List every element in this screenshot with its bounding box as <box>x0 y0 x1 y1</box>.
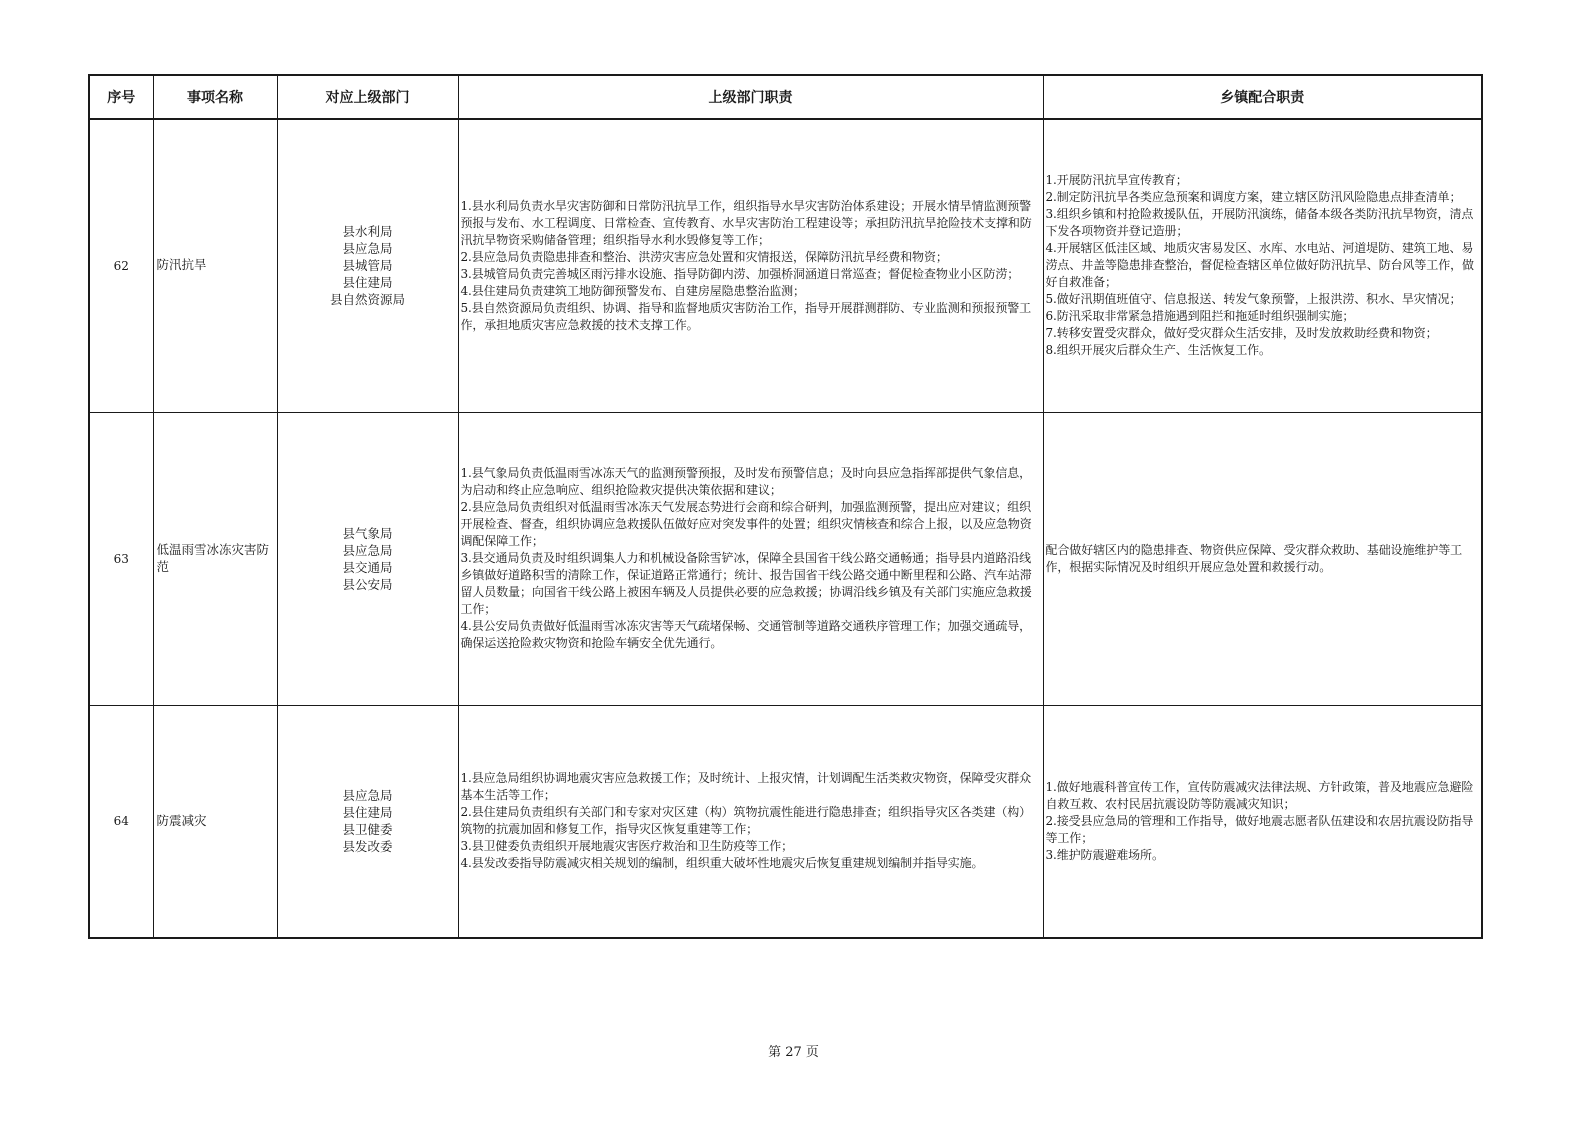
duty-item: 1.做好地震科普宣传工作，宣传防震减灾法律法规、方针政策，普及地震应急避险自救互救、农村民居抗震设防等防震减灾知识； <box>1045 779 1474 811</box>
row-township-duties <box>1043 705 1482 938</box>
table-row <box>89 705 1482 938</box>
duty-item: 3.县城管局负责完善城区雨污排水设施、指导防御内涝、加强桥洞涵道日常巡查；督促检查物业小区防涝； <box>460 266 1020 281</box>
duty-item: 3.县卫健委负责组织开展地震灾害医疗救治和卫生防疫等工作； <box>460 839 794 854</box>
duty-item: 3.组织乡镇和村抢险救援队伍，开展防汛演练，储备本级各类防汛抗旱物资，清点下发各项物资并登记造册； <box>1045 207 1474 239</box>
department-line: 县应急局 <box>342 788 393 804</box>
row-township-duties <box>1043 119 1482 412</box>
duty-item: 6.防汛采取非常紧急措施遇到阻拦和拖延时组织强制实施； <box>1045 309 1355 324</box>
header-superior-department: 对应上级部门 <box>277 75 458 119</box>
row-superior-duties <box>458 412 1043 705</box>
duty-item: 2.制定防汛抗旱各类应急预案和调度方案，建立辖区防汛风险隐患点排查清单； <box>1045 190 1462 205</box>
duty-item: 5.县自然资源局负责组织、协调、指导和监督地质灾害防治工作，指导开展群测群防、专业监测和预报预警工作，承担地质灾害应急救援的技术支撑工作。 <box>460 300 1032 332</box>
duty-item: 4.县公安局负责做好低温雨雪冰冻灾害等天气疏堵保畅、交通管制等道路交通秩序管理工作；加强交通疏导，确保运送抢险救灾物资和抢险车辆安全优先通行。 <box>460 619 1032 650</box>
row-serial-no: 62 <box>89 119 153 412</box>
row-departments <box>277 119 458 412</box>
row-departments <box>277 412 458 705</box>
row-superior-duties <box>458 119 1043 412</box>
duty-item: 4.开展辖区低洼区域、地质灾害易发区、水库、水电站、河道堤防、建筑工地、易涝点、井盖等隐患排查整治，督促检查辖区单位做好防汛抗旱、防台风等工作，做好自救准备； <box>1045 241 1474 290</box>
duty-item: 3.维护防震避难场所。 <box>1045 847 1164 862</box>
department-line: 县卫健委 <box>342 822 393 838</box>
department-line: 县自然资源局 <box>329 292 405 308</box>
row-item-name: 低温雨雪冰冻灾害防范 <box>153 412 277 705</box>
duty-table-container <box>88 74 1481 939</box>
header-township-duties: 乡镇配合职责 <box>1043 75 1482 119</box>
duty-item: 5.做好汛期值班值守、信息报送、转发气象预警，上报洪涝、积水、旱灾情况； <box>1045 292 1462 307</box>
duty-item: 1.县水利局负责水旱灾害防御和日常防汛抗旱工作，组织指导水旱灾害防治体系建设；开展水情旱情监测预警预报与发布、水工程调度、日常检查、宣传教育、水旱灾害防治工程建设等；承担防汛抗旱抢险技术支撑和防汛抗旱物资采购储备管理；组织指导水利水毁修复等工作； <box>460 198 1032 247</box>
page-number: 第 27 页 <box>768 1045 819 1060</box>
row-township-duties <box>1043 412 1482 705</box>
duty-item: 4.县住建局负责建筑工地防御预警发布、自建房屋隐患整治监测； <box>460 283 805 298</box>
department-line: 县住建局 <box>342 275 393 291</box>
duty-item: 2.县应急局负责组织对低温雨雪冰冻天气发展态势进行会商和综合研判，加强监测预警，提出应对建议；组织开展检查、督查，组织协调应急救援队伍做好应对突发事件的处置；组织灾情核查和综合上报，以及应急物资调配保障工作； <box>460 500 1032 548</box>
department-line: 县发改委 <box>342 839 393 855</box>
row-superior-duties <box>458 705 1043 938</box>
row-serial-no: 63 <box>89 412 153 705</box>
duty-item: 1.县气象局负责低温雨雪冰冻天气的监测预警预报，及时发布预警信息；及时向县应急指挥部提供气象信息，为启动和终止应急响应、组织抢险救灾提供决策依据和建议； <box>460 466 1032 497</box>
duty-item: 8.组织开展灾后群众生产、生活恢复工作。 <box>1045 343 1271 358</box>
row-item-name: 防汛抗旱 <box>153 119 277 412</box>
header-serial-no: 序号 <box>89 75 153 119</box>
duty-item: 1.开展防汛抗旱宣传教育； <box>1045 173 1188 188</box>
row-item-name: 防震减灾 <box>153 705 277 938</box>
department-line: 县公安局 <box>342 576 393 592</box>
duty-item: 3.县交通局负责及时组织调集人力和机械设备除雪铲冰，保障全县国省干线公路交通畅通；指导县内道路沿线乡镇做好道路积雪的清除工作，保证道路正常通行；统计、报告国省干线公路交通中断里程和公路、汽车站滞留人员数量；向国省干线公路上被困车辆及人员提供必要的应急救援；协调沿线乡镇及有关部门实施应急救援工作； <box>460 551 1032 616</box>
header-item-name: 事项名称 <box>153 75 277 119</box>
duty-item: 2.接受县应急局的管理和工作指导，做好地震志愿者队伍建设和农居抗震设防指导等工作； <box>1045 813 1474 845</box>
header-superior-duties: 上级部门职责 <box>458 75 1043 119</box>
department-line: 县住建局 <box>342 805 393 821</box>
table-row <box>89 119 1482 412</box>
duty-item: 2.县应急局负责隐患排查和整治、洪涝灾害应急处置和灾情报送，保障防汛抗旱经费和物资； <box>460 249 948 264</box>
duty-item: 4.县发改委指导防震减灾相关规划的编制，组织重大破坏性地震灾后恢复重建规划编制并指导实施。 <box>460 856 984 871</box>
table-header-row <box>89 75 1482 119</box>
department-line: 县城管局 <box>342 258 393 274</box>
duty-item: 配合做好辖区内的隐患排查、物资供应保障、受灾群众救助、基础设施维护等工作，根据实际情况及时组织开展应急处置和救援行动。 <box>1045 542 1463 574</box>
department-line: 县应急局 <box>342 241 393 257</box>
department-line: 县交通局 <box>342 559 393 575</box>
row-departments <box>277 705 458 938</box>
duty-item: 1.县应急局组织协调地震灾害应急救援工作；及时统计、上报灾情，计划调配生活类救灾物资，保障受灾群众基本生活等工作； <box>460 771 1032 803</box>
department-line: 县应急局 <box>342 542 393 558</box>
duty-table <box>88 74 1483 939</box>
department-line: 县水利局 <box>342 224 393 240</box>
duty-item: 7.转移安置受灾群众，做好受灾群众生活安排，及时发放救助经费和物资； <box>1045 326 1438 341</box>
department-line: 县气象局 <box>342 525 393 541</box>
table-row <box>89 412 1482 705</box>
row-serial-no: 64 <box>89 705 153 938</box>
duty-item: 2.县住建局负责组织有关部门和专家对灾区建（构）筑物抗震性能进行隐患排查；组织指导灾区各类建（构）筑物的抗震加固和修复工作，指导灾区恢复重建等工作； <box>460 805 1032 837</box>
